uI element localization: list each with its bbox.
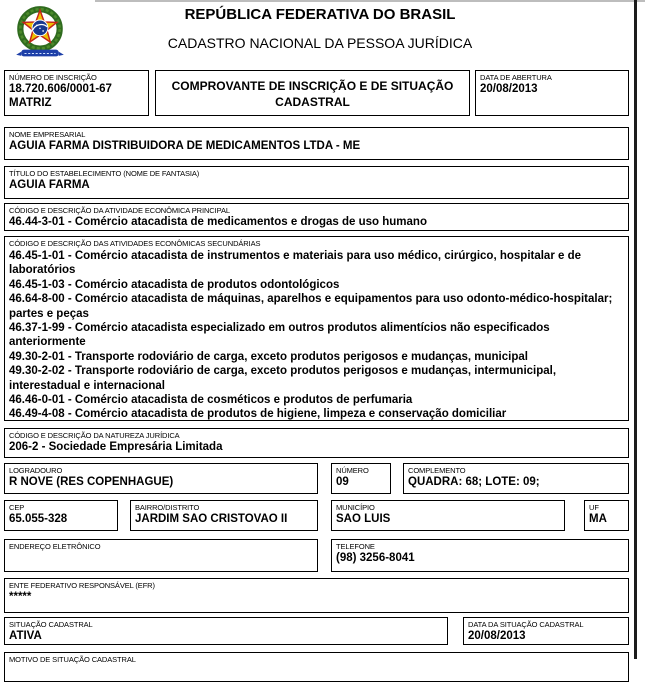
brazil-coat-of-arms-icon (12, 3, 68, 61)
field-numero (331, 463, 391, 494)
window-right-border (634, 0, 637, 659)
field-label: NÚMERO (336, 466, 369, 475)
efr-value: ***** (9, 591, 32, 603)
field-label: LOGRADOURO (9, 466, 63, 475)
street-number-value: 09 (336, 476, 349, 488)
establishment-type: MATRIZ (9, 96, 52, 109)
field-efr (4, 578, 629, 613)
secondary-activity-item: 46.45-1-03 - Comércio atacadista de produtos odontológicos (9, 278, 340, 291)
document-title-box (155, 70, 470, 116)
field-telefone (331, 539, 629, 572)
field-bairro-distrito (130, 500, 318, 531)
field-label: BAIRRO/DISTRITO (135, 503, 200, 512)
field-nome-empresarial (4, 127, 629, 160)
field-label: CÓDIGO E DESCRIÇÃO DA NATUREZA JURÍDICA (9, 431, 180, 440)
city-value: SAO LUIS (336, 513, 391, 525)
field-label: MOTIVO DE SITUAÇÃO CADASTRAL (9, 655, 136, 664)
main-activity-value: 46.44-3-01 - Comércio atacadista de medicamentos e drogas de uso humano (9, 216, 427, 228)
field-complemento (403, 463, 629, 494)
legal-nature-value: 206-2 - Sociedade Empresária Limitada (9, 441, 223, 453)
page-subtitle: CADASTRO NACIONAL DA PESSOA JURÍDICA (167, 35, 473, 51)
secondary-activity-item: 49.30-2-01 - Transporte rodoviário de carga, exceto produtos perigosos e mudanças, municipal (9, 350, 528, 363)
district-value: JARDIM SAO CRISTOVAO II (135, 513, 288, 525)
complement-value: QUADRA: 68; LOTE: 09; (408, 476, 540, 488)
field-label: TELEFONE (336, 542, 375, 551)
field-nome-fantasia (4, 166, 629, 199)
field-label: DATA DA SITUAÇÃO CADASTRAL (468, 620, 584, 629)
cep-value: 65.055-328 (9, 513, 68, 525)
field-label: MUNICÍPIO (336, 503, 375, 512)
field-situacao-cadastral (4, 617, 448, 645)
field-cep (4, 500, 118, 531)
field-data-situacao (463, 617, 629, 645)
field-label: SITUAÇÃO CADASTRAL (9, 620, 93, 629)
field-natureza-juridica (4, 428, 629, 458)
secondary-activity-item: 46.46-0-01 - Comércio atacadista de cosméticos e produtos de perfumaria (9, 394, 413, 407)
field-data-abertura (475, 70, 629, 116)
secondary-activity-item: 46.49-4-08 - Comércio atacadista de produtos de higiene, limpeza e conservação domiciliar (9, 408, 507, 421)
status-date-value: 20/08/2013 (468, 630, 526, 642)
field-numero-inscricao (4, 70, 149, 116)
street-value: R NOVE (RES COPENHAGUE) (9, 476, 174, 488)
state-value: MA (589, 513, 607, 525)
field-label: COMPLEMENTO (408, 466, 466, 475)
cnpj-number: 18.720.606/0001-67 (9, 83, 112, 95)
page-title: REPÚBLICA FEDERATIVA DO BRASIL (184, 6, 456, 23)
opening-date-value: 20/08/2013 (480, 83, 538, 95)
field-motivo-situacao (4, 652, 629, 682)
secondary-activity-item: 46.45-1-01 - Comércio atacadista de instrumentos e materiais para uso médico, cirúrgico, hospitalar e de laboratórios (9, 250, 582, 277)
field-label: CÓDIGO E DESCRIÇÃO DA ATIVIDADE ECONÔMICA PRINCIPAL (9, 206, 230, 215)
field-label: CEP (9, 503, 25, 512)
field-label: TÍTULO DO ESTABELECIMENTO (NOME DE FANTASIA) (9, 169, 200, 178)
field-label: NÚMERO DE INSCRIÇÃO (9, 73, 97, 82)
field-label: ENDEREÇO ELETRÔNICO (9, 542, 101, 551)
phone-value: (98) 3256-8041 (336, 552, 415, 564)
field-label: DATA DE ABERTURA (480, 73, 552, 82)
document-title: COMPROVANTE DE INSCRIÇÃO E DE SITUAÇÃO CADASTRAL (171, 79, 454, 109)
secondary-activity-item: 46.64-8-00 - Comércio atacadista de máquinas, aparelhos e equipamentos para uso odonto-médico-hospitalar; partes e peças (9, 293, 613, 320)
field-logradouro (4, 463, 318, 494)
field-municipio (331, 500, 565, 531)
field-uf (584, 500, 629, 531)
field-label: CÓDIGO E DESCRIÇÃO DAS ATIVIDADES ECONÔMICAS SECUNDÁRIAS (9, 239, 261, 248)
status-value: ATIVA (9, 630, 42, 642)
company-name-value: AGUIA FARMA DISTRIBUIDORA DE MEDICAMENTOS LTDA - ME (9, 140, 361, 152)
secondary-activity-item: 46.37-1-99 - Comércio atacadista especializado em outros produtos alimentícios não especificados anteriormente (9, 322, 550, 349)
field-atividade-principal (4, 203, 629, 231)
field-endereco-eletronico (4, 539, 318, 572)
field-label: NOME EMPRESARIAL (9, 130, 86, 139)
field-label: ENTE FEDERATIVO RESPONSÁVEL (EFR) (9, 581, 155, 590)
field-atividades-secundarias (4, 236, 629, 421)
secondary-activity-item: 49.30-2-02 - Transporte rodoviário de carga, exceto produtos perigosos e mudanças, intermunicipal, interestadual e internacional (9, 365, 557, 392)
field-label: UF (589, 503, 599, 512)
trade-name-value: AGUIA FARMA (9, 179, 90, 191)
window-top-border (95, 0, 645, 2)
